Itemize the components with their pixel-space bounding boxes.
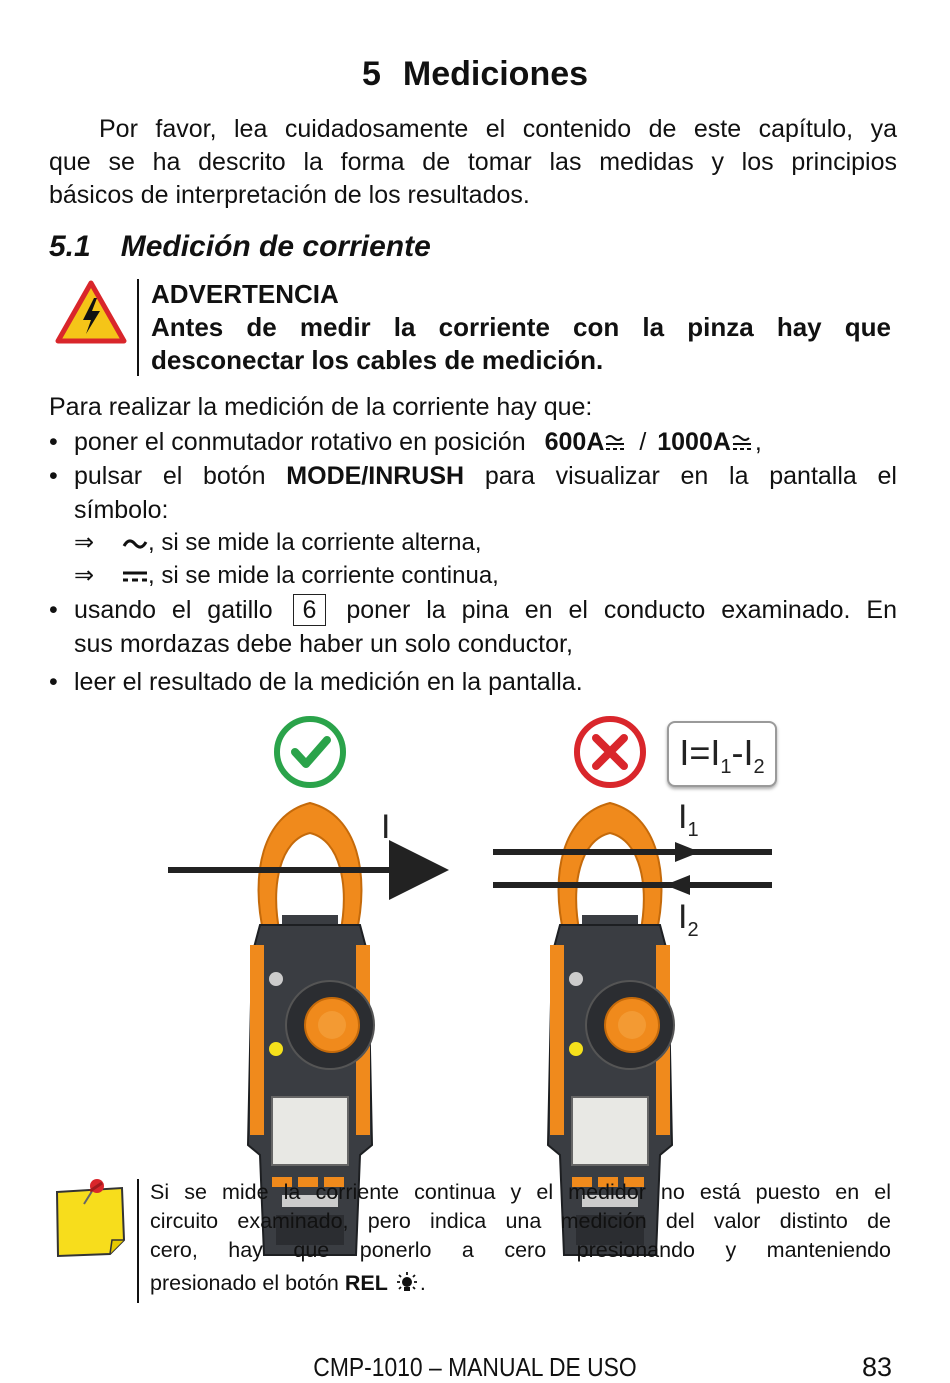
warning-line: Antes de medir la corriente con la pinza hay que: [151, 312, 891, 342]
formula-sub: 2: [753, 756, 765, 779]
bullet-text: símbolo:: [74, 496, 169, 524]
label-text: I: [678, 798, 688, 836]
label-subscript: 1: [687, 818, 699, 841]
note-line: cero, hay que ponerlo a cero presionando y manteniendo: [150, 1238, 891, 1262]
note-line: [150, 1269, 891, 1298]
formula-part: -I: [731, 732, 754, 773]
range-separator: /: [639, 428, 647, 456]
bullet-dot: •: [49, 462, 58, 490]
bullet-text: usando el gatillo: [74, 596, 273, 624]
bullet-text: leer el resultado de la medición en la pantalla.: [74, 668, 583, 696]
trigger-key-box: 6: [293, 594, 327, 626]
bullet-dot: •: [49, 428, 58, 456]
direction-arrow-icon: [675, 842, 700, 862]
intro-line: básicos de interpretación de los resultados.: [49, 181, 530, 209]
lead-sentence: Para realizar la medición de la corriente hay que:: [49, 393, 593, 421]
note-block: [150, 1178, 891, 1298]
sub-item-text: , si se mide la corriente alterna,: [148, 529, 482, 556]
chapter-number: 5: [361, 55, 381, 93]
bullet-text: para visualizar en la pantalla el: [484, 462, 897, 490]
current-label: I: [381, 808, 391, 846]
note-divider: [137, 1179, 139, 1303]
note-line: Si se mide la corriente continua y el medidor no está puesto en el: [150, 1180, 891, 1204]
bullet-dot: •: [49, 668, 58, 696]
mode-inrush-button-label: MODE/INRUSH: [286, 462, 465, 490]
formula-sub: 1: [720, 756, 732, 779]
label-subscript: 2: [687, 918, 699, 941]
note-trail: .: [419, 1271, 426, 1295]
page-number: 83: [862, 1352, 893, 1382]
green-check-icon: [277, 719, 343, 785]
sticky-note-pin-icon: [52, 1178, 130, 1260]
bullet-text: sus mordazas debe haber un solo conductor,: [74, 630, 573, 658]
bullet-trail: ,: [754, 428, 762, 456]
warning-heading: ADVERTENCIA: [151, 279, 339, 309]
intro-line: que se ha descrito la forma de tomar las medidas y los principios: [49, 148, 897, 176]
note-text: presionado el botón: [150, 1271, 339, 1295]
formula-part: I=I: [679, 732, 721, 773]
formula-text: [669, 732, 775, 779]
footer-manual-title: CMP-1010 – MANUAL DE USO: [313, 1352, 637, 1382]
backlight-bulb-icon: [394, 1271, 420, 1297]
label-text: I: [678, 898, 688, 936]
red-cross-icon: [577, 719, 643, 785]
bullet-dot: •: [49, 596, 58, 624]
note-line: circuito examinado, pero indica una medición del valor distinto de: [150, 1209, 891, 1233]
bullet-text: poner la pina en el conducto examinado. En: [346, 596, 897, 624]
intro-line: Por favor, lea cuidadosamente el contenido de este capítulo, ya: [99, 115, 897, 143]
rel-button-label: REL: [344, 1271, 388, 1295]
chapter-title-text: Mediciones: [402, 55, 589, 93]
sub-item-text: , si se mide la corriente continua,: [148, 562, 499, 589]
current-label-2: [678, 898, 699, 942]
formula-box: [667, 721, 777, 787]
section-title-text: Medición de corriente: [120, 230, 431, 263]
implies-arrow-icon: ⇒: [74, 529, 95, 556]
bullet-text: poner el conmutador rotativo en posición: [74, 428, 526, 456]
implies-arrow-icon: ⇒: [74, 562, 95, 589]
direction-arrow-icon: [665, 875, 690, 895]
bullet-text: pulsar el botón: [74, 462, 266, 490]
range-600a: 600A: [544, 428, 605, 456]
range-1000a: 1000A: [657, 428, 731, 456]
section-number: 5.1: [49, 230, 91, 263]
warning-line: desconectar los cables de medición.: [151, 345, 604, 375]
current-label-1: [678, 798, 699, 842]
